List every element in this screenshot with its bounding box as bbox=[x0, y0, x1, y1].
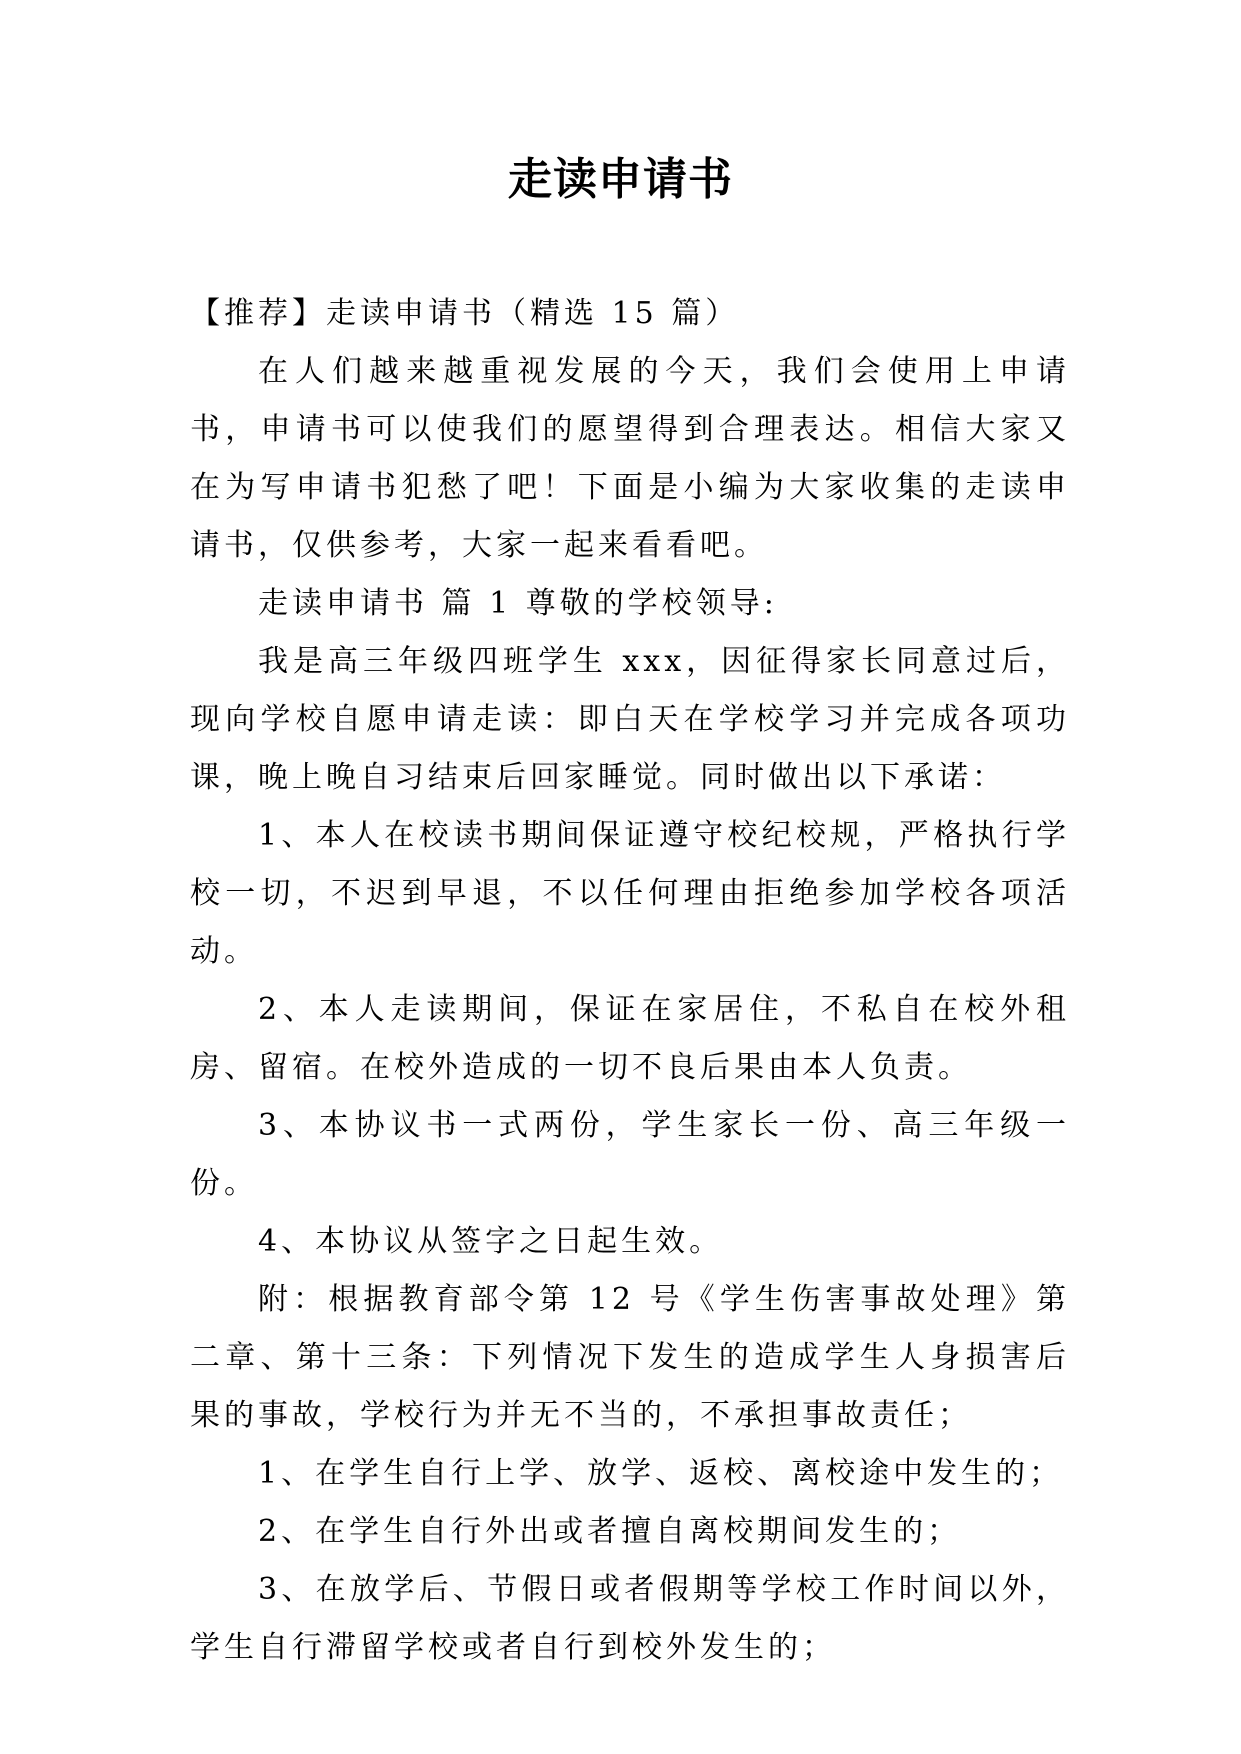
paragraph-salutation: 走读申请书 篇 1 尊敬的学校领导: bbox=[258, 586, 778, 621]
paragraph-appendix: 附：根据教育部令第 12 号《学生伤害事故处理》第二章、第十三条：下列情况下发生的造成学生人身损害后果的事故，学校行为并无不当的，不承担事故责任； bbox=[190, 1282, 1070, 1433]
document-title: 走读申请书 bbox=[508, 154, 733, 205]
paragraph-intro: 在人们越来越重视发展的今天，我们会使用上申请书，申请书可以使我们的愿望得到合理表达。相信大家又在为写申请书犯愁了吧！下面是小编为大家收集的走读申请书，仅供参考，大家一起来看看吧。 bbox=[190, 354, 1070, 563]
paragraph-commitment-4: 4、本协议从签字之日起生效。 bbox=[258, 1224, 724, 1259]
document-body bbox=[190, 285, 1070, 1677]
paragraph-appendix-item-1: 1、在学生自行上学、放学、返校、离校途中发生的； bbox=[258, 1456, 1064, 1491]
paragraph-application: 我是高三年级四班学生 xxx，因征得家长同意过后，现向学校自愿申请走读：即白天在学校学习并完成各项功课，晚上晚自习结束后回家睡觉。同时做出以下承诺： bbox=[190, 644, 1070, 795]
paragraph-appendix-item-2: 2、在学生自行外出或者擅自离校期间发生的； bbox=[258, 1514, 962, 1549]
paragraph-commitment-3: 3、本协议书一式两份，学生家长一份、高三年级一份。 bbox=[190, 1108, 1070, 1201]
paragraph-commitment-2: 2、本人走读期间，保证在家居住，不私自在校外租房、留宿。在校外造成的一切不良后果由本人负责。 bbox=[190, 992, 1070, 1085]
paragraph-commitment-1: 1、本人在校读书期间保证遵守校纪校规，严格执行学校一切，不迟到早退，不以任何理由拒绝参加学校各项活动。 bbox=[190, 818, 1070, 969]
paragraph-heading: 【推荐】走读申请书（精选 15 篇） bbox=[190, 296, 740, 331]
paragraph-appendix-item-3: 3、在放学后、节假日或者假期等学校工作时间以外，学生自行滞留学校或者自行到校外发生的； bbox=[190, 1572, 1070, 1665]
